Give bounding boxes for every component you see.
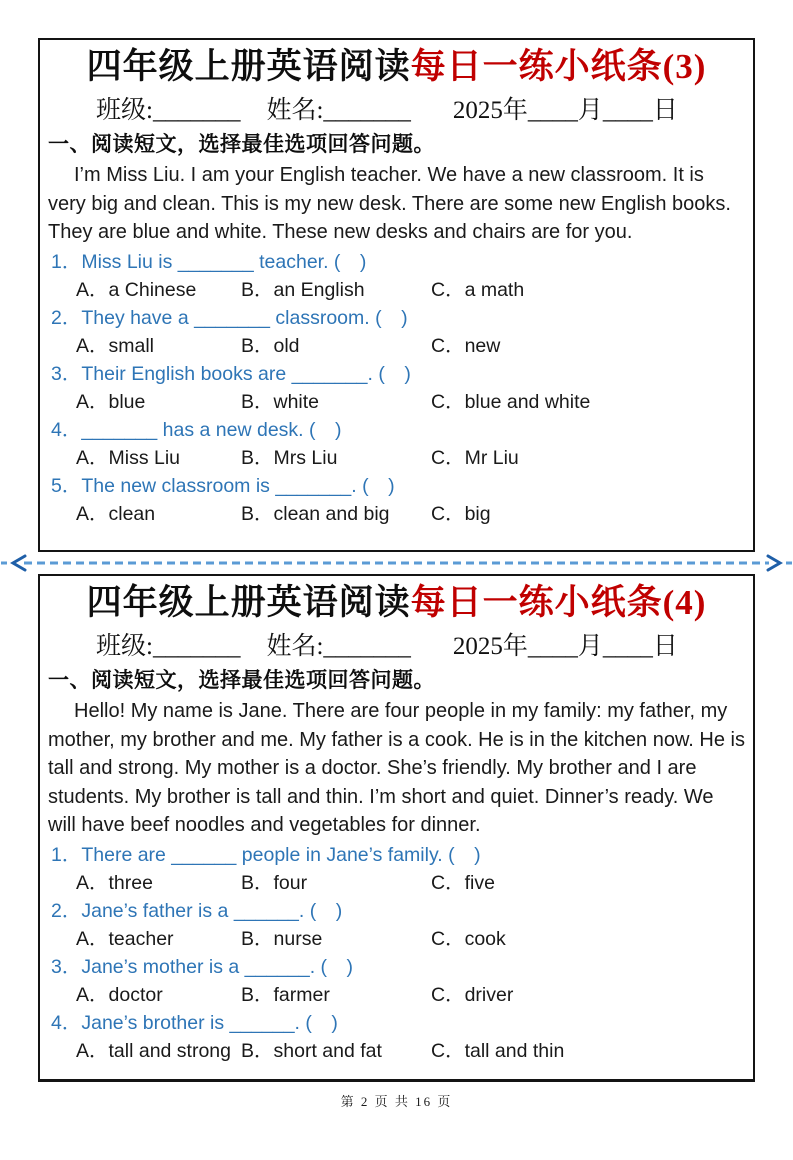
- option-c: C．new: [431, 334, 501, 357]
- card-title-red: 每日一练小纸条(3): [410, 47, 707, 86]
- option-a: A．Miss Liu: [76, 446, 181, 469]
- name-blank-field[interactable]: 姓名:_______: [266, 97, 411, 124]
- question-text: 5．The new classroom is _______. ( ): [51, 474, 395, 497]
- option-c: C．five: [431, 871, 495, 894]
- option-b: B．farmer: [241, 983, 330, 1006]
- card-title: [48, 578, 745, 628]
- option-c: C．big: [431, 502, 491, 525]
- question-text: 3．Their English books are _______. ( ): [51, 362, 411, 385]
- option-a: A．blue: [76, 390, 146, 413]
- worksheet-card-4: [38, 574, 755, 1082]
- option-a: A．small: [76, 334, 155, 357]
- options-row: [48, 332, 745, 360]
- option-c: C．tall and thin: [431, 1039, 565, 1062]
- question-text: 4．_______ has a new desk. ( ): [51, 418, 342, 441]
- question-list: [48, 248, 745, 528]
- worksheet-page: [0, 38, 793, 1160]
- option-a: A．doctor: [76, 983, 163, 1006]
- option-a: A．three: [76, 871, 153, 894]
- option-b: B．old: [241, 334, 300, 357]
- question-text: 1．Miss Liu is _______ teacher. ( ): [51, 250, 367, 273]
- card-title-black: 四年级上册英语阅读: [86, 583, 411, 622]
- question-list: [48, 841, 745, 1065]
- dashed-arrow-line-icon: [0, 553, 793, 573]
- card-title-red: 每日一练小纸条(4): [410, 583, 707, 622]
- option-a: A．tall and strong: [76, 1039, 232, 1062]
- card-title-black: 四年级上册英语阅读: [86, 47, 411, 86]
- option-b: B．Mrs Liu: [241, 446, 338, 469]
- header-fields: [48, 628, 745, 665]
- option-b: B．white: [241, 390, 320, 413]
- header-fields: [48, 92, 745, 129]
- cut-line-divider: [0, 553, 793, 573]
- option-c: C．a math: [431, 278, 525, 301]
- option-b: B．an English: [241, 278, 365, 301]
- options-row: [48, 981, 745, 1009]
- date-blank-field[interactable]: 2025年____月____日: [452, 97, 678, 124]
- question-text: 1．There are ______ people in Jane’s family. ( ): [51, 843, 481, 866]
- options-row: [48, 276, 745, 304]
- options-row: [48, 869, 745, 897]
- question-text: 2．Jane’s father is a ______. ( ): [51, 899, 343, 922]
- question-text: 3．Jane’s mother is a ______. ( ): [51, 955, 354, 978]
- page-number: 第 2 页 共 16 页: [340, 1094, 453, 1109]
- options-row: [48, 925, 745, 953]
- option-c: C．blue and white: [431, 390, 591, 413]
- option-c: C．driver: [431, 983, 514, 1006]
- options-row: [48, 1037, 745, 1065]
- section-instruction: 一、阅读短文，选择最佳选项回答问题。: [48, 669, 435, 692]
- name-blank-field[interactable]: 姓名:_______: [266, 633, 411, 660]
- options-row: [48, 500, 745, 528]
- option-a: A．a Chinese: [76, 278, 197, 301]
- class-blank-field[interactable]: 班级:_______: [96, 97, 241, 124]
- worksheet-card-3: [38, 38, 755, 552]
- section-instruction: 一、阅读短文，选择最佳选项回答问题。: [48, 133, 435, 156]
- question-text: 2．They have a _______ classroom. ( ): [51, 306, 408, 329]
- reading-passage: I’m Miss Liu. I am your English teacher. We have a new classroom. It is very big and clean. This is my new desk. There are some new English books. They are blue and white. These new desks and chairs are for you.: [48, 164, 731, 243]
- option-b: B．four: [241, 871, 308, 894]
- option-b: B．nurse: [241, 927, 323, 950]
- option-c: C．cook: [431, 927, 506, 950]
- option-b: B．clean and big: [241, 502, 390, 525]
- option-c: C．Mr Liu: [431, 446, 519, 469]
- reading-passage: Hello! My name is Jane. There are four people in my family: my father, my mother, my brother and me. My father is a cook. He is in the kitchen now. He is tall and strong. My mother is a doctor. She’s friendly. My brother and I are students. My brother is tall and thin. I’m short and quiet. Dinner’s ready. We will have beef noodles and vegetables for dinner.: [48, 700, 745, 836]
- option-a: A．teacher: [76, 927, 174, 950]
- option-a: A．clean: [76, 502, 156, 525]
- options-row: [48, 388, 745, 416]
- question-text: 4．Jane’s brother is ______. ( ): [51, 1011, 338, 1034]
- options-row: [48, 444, 745, 472]
- card-title: [48, 42, 745, 92]
- option-b: B．short and fat: [241, 1039, 382, 1062]
- class-blank-field[interactable]: 班级:_______: [96, 633, 241, 660]
- date-blank-field[interactable]: 2025年____月____日: [452, 633, 678, 660]
